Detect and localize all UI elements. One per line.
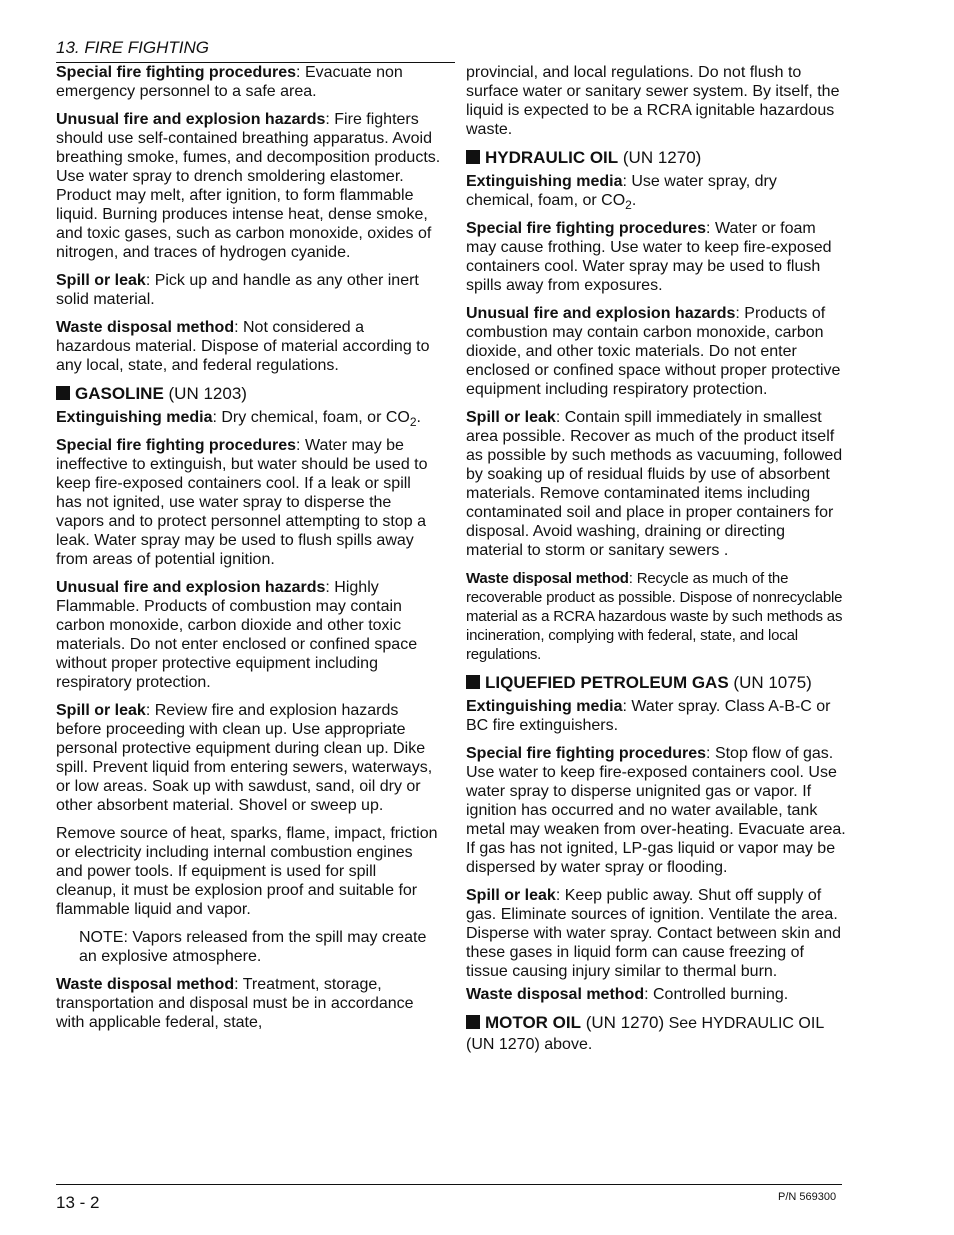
- text: : Keep public away. Shut off supply of gas. Eliminate sources of ignition. Ventilate the area. Disperse with water spray. Contact between skin and these gases in liquid form can cause freezing of tissue causing injury similar to thermal burn.: [466, 887, 841, 980]
- text: .: [416, 409, 421, 426]
- section-heading-hydraulic-oil: [466, 148, 846, 168]
- heading-title: LIQUEFIED PETROLEUM GAS: [485, 673, 729, 692]
- section-heading-lpg: [466, 673, 846, 693]
- square-bullet-icon: [466, 150, 480, 164]
- text: : Highly Flammable. Products of combustion may contain carbon monoxide, carbon dioxide and other toxic materials. Do not enter enclosed or confined space without proper protective equipment including respiratory protection.: [56, 579, 418, 691]
- text: : Use water spray, dry chemical, foam, or CO: [466, 173, 777, 209]
- paragraph: [466, 219, 846, 295]
- label: Waste disposal method: [56, 319, 235, 336]
- label: Waste disposal method: [56, 976, 235, 993]
- paragraph: [56, 318, 441, 375]
- paragraph: [56, 975, 441, 1032]
- page-number: 13 - 2: [56, 1193, 100, 1212]
- paragraph: provincial, and local regulations. Do not flush to surface water or sanitary sewer system. By itself, the liquid is expected to be a RCRA ignitable hazardous waste.: [466, 64, 840, 138]
- page-header-title: 13. FIRE FIGHTING: [56, 38, 210, 57]
- label: Unusual fire and explosion hazards: [466, 305, 736, 322]
- heading-title: GASOLINE: [75, 384, 164, 403]
- paragraph: [56, 578, 441, 692]
- label: Unusual fire and explosion hazards: [56, 111, 326, 128]
- text: : Not considered a hazardous material. Dispose of material according to any local, state, and federal regulations.: [56, 319, 430, 374]
- heading-un: (UN 1270): [581, 1013, 665, 1032]
- heading-un: (UN 1075): [728, 673, 812, 692]
- paragraph: [56, 436, 441, 569]
- label: Special fire fighting procedures: [466, 220, 707, 237]
- heading-title: MOTOR OIL: [485, 1013, 582, 1032]
- left-column: [56, 63, 441, 1041]
- subscript: 2: [625, 198, 632, 212]
- section-heading-motor-oil: [466, 1013, 846, 1055]
- label: Unusual fire and explosion hazards: [56, 579, 326, 596]
- label: Spill or leak: [466, 887, 556, 904]
- label: Waste disposal method: [466, 986, 645, 1003]
- text: : Controlled burning.: [644, 986, 789, 1003]
- text: : Pick up and handle as any other inert solid material.: [56, 272, 419, 308]
- text: : Treatment, storage, transportation and disposal must be in accordance with applicable federal, state,: [56, 976, 414, 1031]
- text: : Fire fighters should use self-contained breathing apparatus. Avoid breathing smoke, fumes, and decomposition products. Use water spray to drench smoldering elastomer. Product may melt, after ignition, to form flammable liquid. Burning produces intense heat, dense smoke, and toxic gases, such as carbon monoxide, oxides of nitrogen, and traces of hydrogen cyanide.: [56, 111, 441, 261]
- text: : Contain spill immediately in smallest area possible. Recover as much of the product itself as possible by such methods as vacuuming, followed by soaking up of residual fluids by use of absorbent materials. Remove contaminated items including contaminated soil and place in proper containers for disposal. Avoid washing, draining or directing material to storm or sanitary sewers .: [466, 409, 843, 559]
- text: .: [631, 192, 637, 209]
- paragraph: [56, 63, 441, 101]
- square-bullet-icon: [466, 675, 480, 689]
- part-number: P/N 569300: [778, 1191, 837, 1203]
- text: : Products of combustion may contain carbon monoxide, carbon dioxide, and other toxic materials. Do not enter enclosed or confined space without proper protective equipment including respiratory protection.: [466, 305, 841, 398]
- heading-title: HYDRAULIC OIL: [485, 148, 619, 167]
- note: NOTE: Vapors released from the spill may create an explosive atmosphere.: [79, 929, 427, 965]
- text: : Recycle as much of the recoverable product as possible. Dispose of nonrecyclable material as a RCRA hazardous waste by such methods as incineration, complying with federal, state, and local regulations.: [466, 570, 843, 663]
- label: Waste disposal method: [466, 570, 629, 587]
- label: Special fire fighting procedures: [56, 64, 297, 81]
- label: Extinguishing media: [466, 173, 623, 190]
- paragraph: [56, 408, 441, 427]
- paragraph: [466, 172, 846, 210]
- heading-un: (UN 1203): [163, 384, 247, 403]
- paragraph: [466, 408, 846, 560]
- paragraph: [466, 886, 846, 981]
- paragraph: [466, 744, 846, 877]
- paragraph: [466, 569, 846, 664]
- label: Special fire fighting procedures: [56, 437, 297, 454]
- label: Spill or leak: [466, 409, 556, 426]
- paragraph: [56, 110, 441, 262]
- subscript: 2: [409, 415, 417, 429]
- footer-rule: [56, 1184, 842, 1185]
- text: : Stop flow of gas. Use water to keep fire-exposed containers cool. Use water spray to disperse unignited gas or vapor. If ignition has occurred and no water available, tank metal may weaken from over-heating. Evacuate area. If gas has not ignited, LP-gas liquid or vapor may be dispersed by water spray or flooding.: [466, 745, 846, 876]
- right-column: [466, 63, 846, 1059]
- label: Special fire fighting procedures: [466, 745, 707, 762]
- text: : Evacuate non emergency personnel to a safe area.: [56, 64, 403, 100]
- paragraph: [56, 701, 441, 815]
- text: : Water spray. Class A-B-C or BC fire extinguishers.: [466, 698, 831, 734]
- label: Extinguishing media: [56, 409, 213, 426]
- label: Extinguishing media: [466, 698, 623, 715]
- heading-un: (UN 1270): [618, 148, 702, 167]
- paragraph: [466, 697, 846, 735]
- text: : Review fire and explosion hazards before proceeding with clean up. Use appropriate personal protective equipment during clean up. Dike spill. Prevent liquid from entering sewers, waterways, or low areas. Soak up with sawdust, sand, oil dry or other absorbent material. Shovel or sweep up.: [56, 702, 433, 814]
- paragraph: [466, 304, 846, 399]
- paragraph: [466, 985, 846, 1004]
- paragraph: [56, 271, 441, 309]
- square-bullet-icon: [466, 1015, 480, 1029]
- label: Spill or leak: [56, 272, 146, 289]
- label: Spill or leak: [56, 702, 146, 719]
- text: : Water or foam may cause frothing. Use water to keep fire-exposed containers cool. Water spray may be used to flush spills away from exposures.: [466, 220, 832, 294]
- text: : Dry chemical, foam, or CO: [212, 409, 410, 426]
- section-heading-gasoline: [56, 384, 441, 404]
- text: : Water may be ineffective to extinguish, but water should be used to keep fire-exposed containers cool. If a leak or spill has not ignited, use water spray to disperse the vapors and to protect personnel attempting to stop a leak. Water spray may be used to flush spills away from areas of potential ignition.: [56, 437, 428, 568]
- see-reference: See HYDRAULIC OIL (UN 1270) above.: [466, 1015, 824, 1053]
- paragraph: Remove source of heat, sparks, flame, impact, friction or electricity including internal combustion engines and power tools. If equipment is used for spill cleanup, it must be explosion proof and suitable for flammable liquid and vapor.: [56, 825, 438, 918]
- square-bullet-icon: [56, 386, 70, 400]
